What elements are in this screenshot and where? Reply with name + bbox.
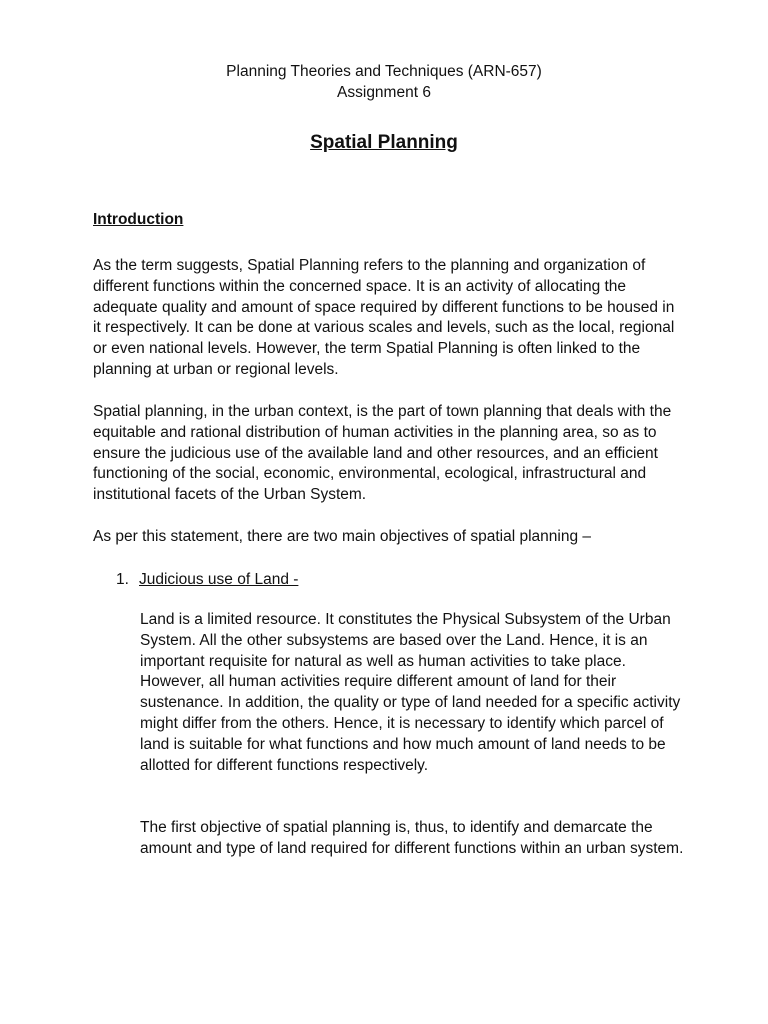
course-title: Planning Theories and Techniques (ARN-657) (226, 63, 542, 80)
intro-paragraph-3: As per this statement, there are two main objectives of spatial planning – (93, 528, 591, 545)
document-header (0, 61, 768, 103)
objective-1-marker: 1. (116, 571, 129, 588)
intro-paragraph-1: As the term suggests, Spatial Planning refers to the planning and organization of different functions within the concerned space. It is an activity of allocating the adequate quality and amount of space required by different functions to be housed in it respectively. It can be done at various scales and levels, such as the local, regional or even national levels. However, the term Spatial Planning is often linked to the planning at urban or regional levels. (93, 257, 675, 378)
document-title: Spatial Planning (310, 132, 458, 153)
introduction-heading: Introduction (93, 211, 184, 228)
objective-1-paragraph-1: Land is a limited resource. It constitutes the Physical Subsystem of the Urban System. All the other subsystems are based over the Land. Hence, it is an important requisite for natural as well as human activities to take place. However, all human activities require different amount of land for their sustenance. In addition, the quality or type of land needed for a specific activity might differ from the others. Hence, it is necessary to identify which parcel of land is suitable for what functions and how much amount of land needs to be allotted for different functions respectively. (140, 611, 681, 774)
objective-1-paragraph-2: The first objective of spatial planning is, thus, to identify and demarcate the amount and type of land required for different functions within an urban system. (140, 819, 684, 857)
assignment-number: Assignment 6 (337, 84, 431, 101)
intro-paragraph-2: Spatial planning, in the urban context, is the part of town planning that deals with the equitable and rational distribution of human activities in the planning area, so as to ensure the judicious use of the available land and other resources, and an efficient functioning of the social, economic, environmental, ecological, infrastructural and institutional facets of the Urban System. (93, 403, 672, 504)
objective-1-heading: Judicious use of Land - (139, 571, 299, 588)
